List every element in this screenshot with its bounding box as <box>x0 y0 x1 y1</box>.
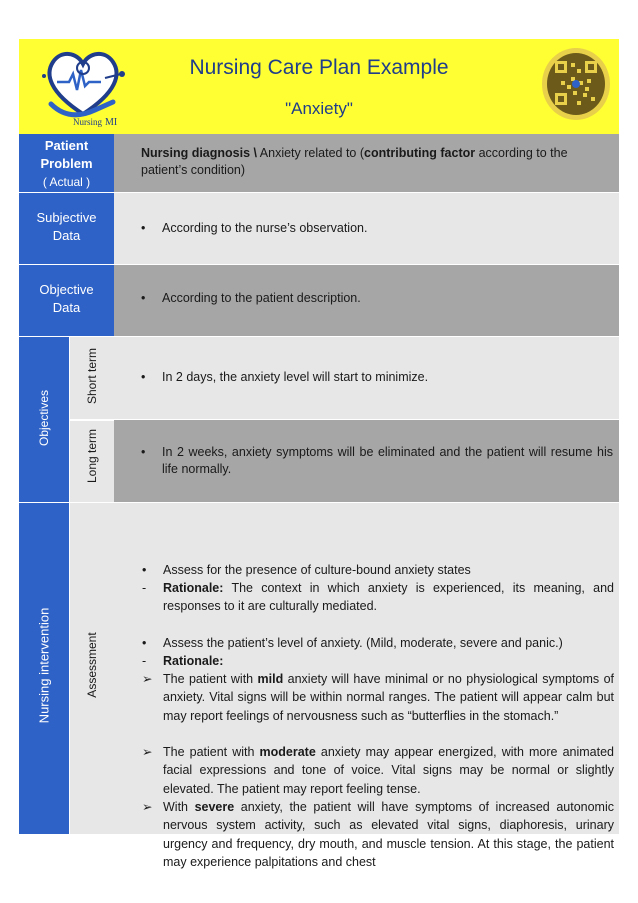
header-banner <box>19 39 619 134</box>
page-subtitle: "Anxiety" <box>285 99 353 118</box>
nursing-diagnosis-cell <box>114 134 619 192</box>
assessment-column <box>70 503 114 834</box>
svg-text:MI: MI <box>105 117 118 128</box>
qr-code-icon[interactable] <box>541 47 611 121</box>
nursing-intervention-row <box>19 503 619 869</box>
objectives-row <box>19 337 619 502</box>
objective-data-row <box>19 265 619 336</box>
long-term-label: Long term <box>85 428 99 484</box>
objective-data-cell: • According to the patient description. <box>114 265 619 336</box>
assessment-label: Assessment <box>85 632 99 698</box>
subjective-data-label: Subjective Data <box>19 193 114 264</box>
patient-problem-row <box>19 134 619 192</box>
svg-text:Nursing: Nursing <box>73 117 102 127</box>
short-term-cell: • In 2 days, the anxiety level will start to minimize. <box>114 337 619 419</box>
subjective-text: According to the nurse’s observation. <box>162 221 368 235</box>
rationale-culture: - Rationale: The context in which anxiety is experienced, its meaning, and responses to it are culturally mediated. <box>142 581 614 614</box>
moderate-anxiety-text: ➢ The patient with moderate anxiety may appear energized, with more animated facial expressions and tone of voice. Vital signs may be normal or slightly elevated. The patient may report feeling tense. <box>142 745 614 796</box>
page-title: Nursing Care Plan Example <box>189 56 449 79</box>
rationale-level-label: - Rationale: <box>142 654 224 668</box>
severe-anxiety-text: ➢ With severe anxiety, the patient will have symptoms of increased autonomic nervous system activity, such as elevated vital signs, diaphoresis, urinary urgency and frequency, dry mouth, and muscle tension. At this stage, the patient may experience palpitations and chest <box>142 800 614 869</box>
objectives-label: Objectives <box>19 337 69 502</box>
assessment-item-culture: • Assess for the presence of culture-bound anxiety states <box>142 563 471 577</box>
long-term-text: In 2 weeks, anxiety symptoms will be eliminated and the patient will resume his life normally. <box>162 445 613 476</box>
assessment-item-level: • Assess the patient’s level of anxiety. (Mild, moderate, severe and panic.) <box>142 636 563 650</box>
nursing-diagnosis-text: Nursing diagnosis \ Anxiety related to (contributing factor according to the patient’s condition) <box>141 146 568 177</box>
nursing-intervention-label: Nursing intervention <box>19 503 69 834</box>
subjective-data-cell: • According to the nurse’s observation. <box>114 193 619 264</box>
patient-problem-label: Patient Problem ( Actual ) <box>19 134 114 192</box>
short-term-text: In 2 days, the anxiety level will start to minimize. <box>162 370 429 384</box>
objective-text: According to the patient description. <box>162 291 361 305</box>
objective-data-label: Objective Data <box>19 265 114 336</box>
subjective-data-row <box>19 193 619 264</box>
assessment-cell <box>114 503 619 869</box>
short-term-label: Short term <box>85 348 99 405</box>
long-term-cell: • In 2 weeks, anxiety symptoms will be eliminated and the patient will resume his life normally. <box>114 420 619 502</box>
mild-anxiety-text: ➢ The patient with mild anxiety will have minimal or no physiological symptoms of anxiety. Vital signs will be within normal ranges. The patient will appear calm but may report feelings of nervousness such as “butterflies in the stomach.” <box>142 672 614 723</box>
